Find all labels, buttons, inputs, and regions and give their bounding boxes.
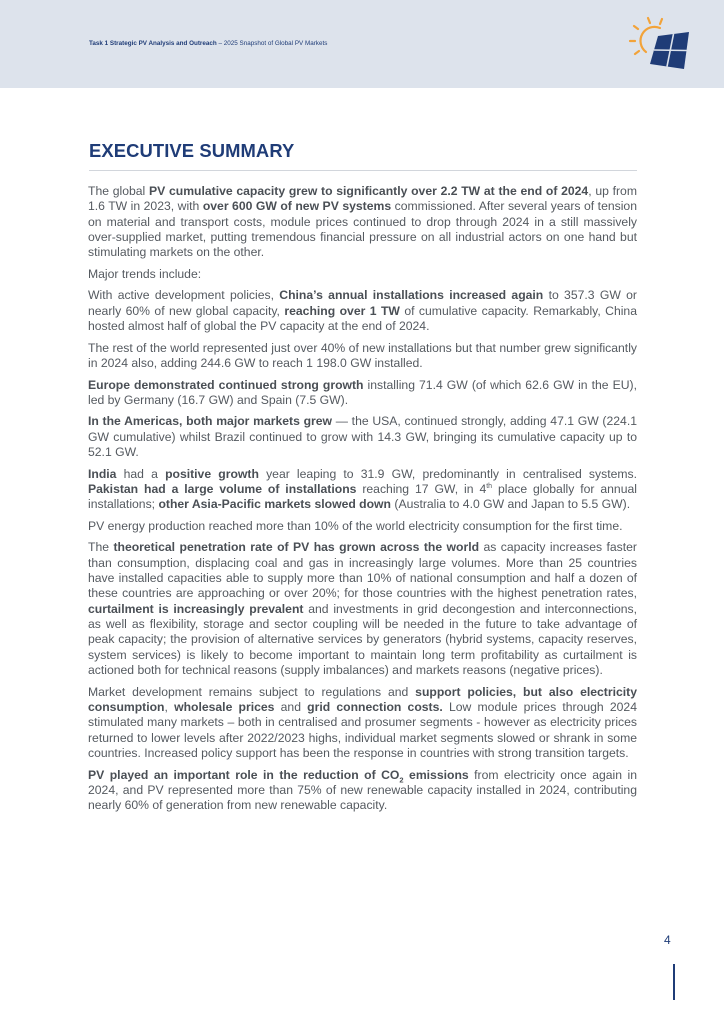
paragraph-europe	[88, 378, 637, 409]
emphasis: grid connection costs.	[307, 700, 443, 714]
text: place globally for annual installations;	[88, 481, 637, 512]
text: The	[88, 540, 114, 555]
subscript: 2	[399, 775, 404, 784]
emphasis: other Asia-Pacific markets slowed down	[158, 497, 391, 512]
text: The global	[88, 184, 149, 198]
emphasis: reaching over 1 TW	[284, 303, 400, 318]
text: had a	[116, 466, 166, 481]
text: and	[274, 700, 308, 714]
text: With active development policies,	[88, 288, 280, 303]
paragraph-china	[88, 288, 637, 334]
executive-summary-body	[88, 184, 637, 820]
emphasis: wholesale prices	[174, 700, 275, 714]
ordinal-superscript: th	[486, 482, 493, 490]
text: The rest of the world represented just over 40% of new installations but that number grew significantly in 2024 also, adding 244.6 GW to reach 1 198.0 GW installed.	[88, 340, 637, 370]
text: PV energy production reached more than 10% of the world electricity consumption for the first time.	[88, 518, 623, 533]
text: reaching 17 GW, in 4	[356, 481, 487, 496]
paragraph-capacity	[88, 184, 637, 261]
emphasis: China’s annual installations increased again	[279, 288, 544, 303]
paragraph-americas	[88, 414, 637, 460]
emphasis: PV cumulative capacity grew to significantly over 2.2 TW at the end of 2024	[148, 184, 589, 198]
text: year leaping to 31.9 GW, predominantly in centralised systems.	[258, 466, 638, 481]
running-header	[89, 40, 327, 47]
text: to 357.3 GW or nearly 60% of new global capacity,	[88, 288, 637, 318]
page-edge-marker	[673, 964, 675, 1000]
paragraph-energy-production	[88, 519, 637, 534]
paragraph-penetration	[88, 540, 637, 678]
emphasis: India	[88, 466, 117, 481]
report-title: Task 1 Strategic PV Analysis and Outreach	[89, 40, 217, 47]
emphasis: over 600 GW of new PV systems	[202, 199, 392, 214]
text: and investments in grid decongestion and interconnections, as well as flexibility, storage and sector coupling will be needed in the future to take advantage of peak capacity; the provision of alternative services by generators (hybrid systems, capacity reserves, system services) is likely to become important to maintain long term profitability as curtailment is actioned both for technical reasons (supply imbalances) and markets reasons (negative prices).	[88, 601, 637, 678]
text: , up from 1.6 TW in 2023, with	[88, 184, 637, 214]
title-divider	[89, 170, 637, 171]
emphasis: positive growth	[165, 466, 259, 481]
emphasis: Europe demonstrated continued strong growth	[88, 377, 364, 392]
text: ,	[164, 700, 175, 714]
text: Major trends include:	[88, 266, 202, 281]
page-header	[0, 0, 724, 88]
emphasis: theoretical penetration rate of PV has grown across the world	[113, 540, 480, 555]
text: as capacity increases faster than consumption, displacing coal and gas in increasingly large volumes. More than 25 countries have installed capacities able to supply more than 10% of national consumption and half a dozen of these countries are approaching or over 20%; for those countries with the highest penetration rates,	[88, 540, 637, 601]
text: of cumulative capacity. Remarkably, China hosted almost half of global the PV capacity at the end of 2024.	[88, 303, 637, 334]
emphasis: emissions	[403, 767, 469, 782]
emphasis: In the Americas, both major markets grew	[88, 414, 333, 429]
paragraph-major-trends	[88, 267, 637, 282]
text: commissioned. After several years of tension on material and transport costs, module prices continued to drop through 2024 in a still massively over-supplied market, putting tremendous financial pressure on all industrial actors on one hand but stimulating markets on the other.	[88, 199, 637, 260]
emphasis: support policies, but also electricity consumption	[88, 684, 637, 714]
paragraph-rest-of-world	[88, 341, 637, 372]
text: Low module prices through 2024 stimulated many markets – both in centralised and prosumer segments - however as electricity prices returned to lower levels after 2022/2023 highs, individual market segments slowed or shrank in some countries. Increased policy support has been the response in countries with strong transition targets.	[88, 700, 637, 761]
report-subtitle: – 2025 Snapshot of Global PV Markets	[216, 40, 328, 47]
emphasis: curtailment is increasingly prevalent	[88, 601, 304, 616]
text: installing 71.4 GW (of which 62.6 GW in the EU), led by Germany (16.7 GW) and Spain (7.5 GW).	[88, 377, 637, 407]
sun-and-solar-panel-logo	[626, 14, 690, 74]
emphasis: Pakistan had a large volume of installations	[88, 481, 357, 496]
emphasis: PV played an important role in the reduction of CO	[88, 767, 400, 782]
text: — the USA, continued strongly, adding 47.1 GW (224.1 GW cumulative) whilst Brazil continued to grow with 14.3 GW, bringing its cumulative capacity up to 52.1 GW.	[88, 414, 637, 460]
paragraph-asia-pacific	[88, 467, 637, 513]
page-number: 4	[664, 933, 671, 947]
text: from electricity once again in 2024, and PV represented more than 75% of new renewable capacity installed in 2024, contributing nearly 60% of generation from new renewable capacity.	[88, 767, 637, 813]
paragraph-market-development	[88, 685, 637, 762]
page-title: EXECUTIVE SUMMARY	[89, 140, 295, 161]
text: (Australia to 4.0 GW and Japan to 5.5 GW).	[391, 497, 631, 512]
paragraph-emissions	[88, 768, 637, 814]
text: Market development remains subject to regulations and	[88, 684, 416, 699]
